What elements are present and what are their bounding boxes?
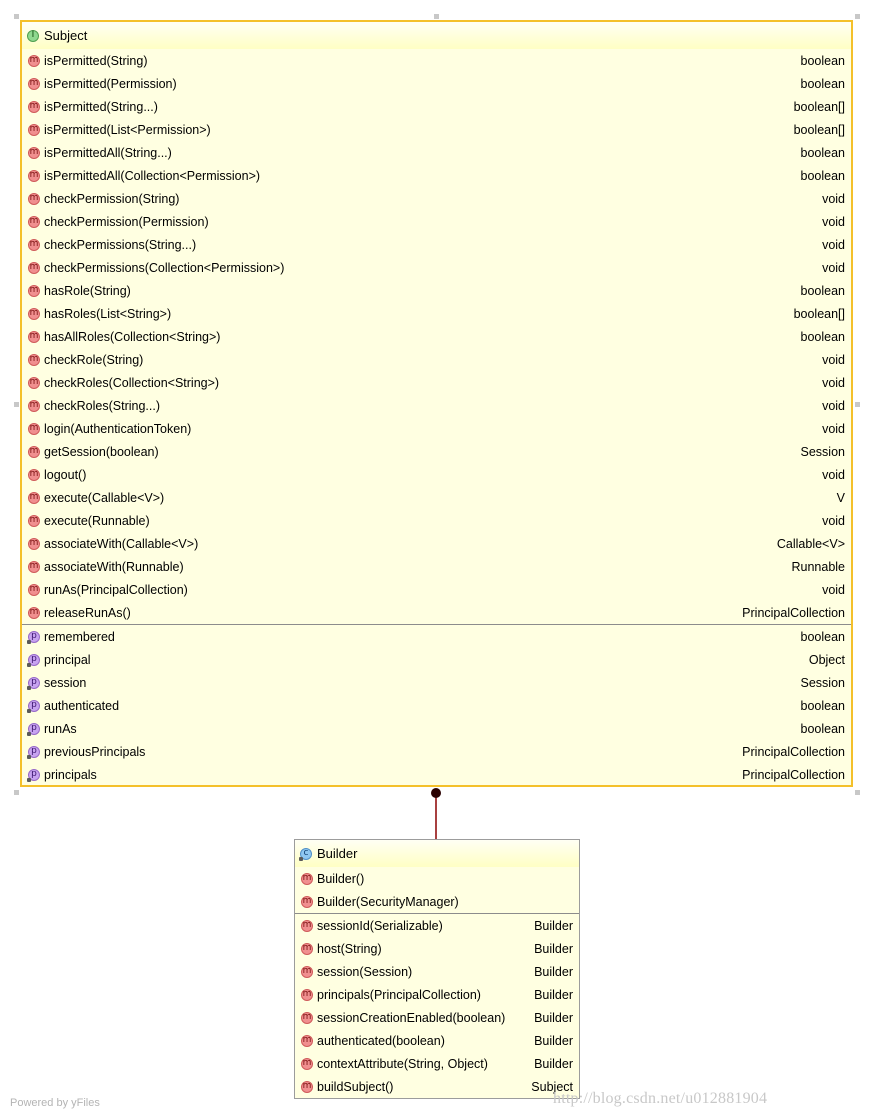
method-glyph: m <box>29 561 39 571</box>
method-glyph: m <box>29 538 39 548</box>
method-row-type: void <box>822 260 845 275</box>
method-icon <box>301 896 313 908</box>
method-row-name: checkPermissions(String...) <box>44 237 197 252</box>
method-row-type: Builder <box>534 1010 573 1025</box>
method-icon <box>301 966 313 978</box>
method-row-name: hasRole(String) <box>44 283 131 298</box>
method-row-type: void <box>822 582 845 597</box>
method-glyph: m <box>29 308 39 318</box>
method-glyph: m <box>29 78 39 88</box>
constructor-row-name: Builder() <box>317 871 365 886</box>
method-row-name: isPermittedAll(Collection<Permission>) <box>44 168 261 183</box>
powered-by-watermark: Powered by yFiles <box>10 1097 100 1109</box>
method-row-type: void <box>822 214 845 229</box>
method-row-name: getSession(boolean) <box>44 444 159 459</box>
method-row-type: boolean[] <box>793 99 845 114</box>
property-row-type: boolean <box>800 629 845 644</box>
property-row-type: PrincipalCollection <box>742 767 845 782</box>
method-glyph: m <box>302 943 312 953</box>
property-row-name: remembered <box>44 629 115 644</box>
method-icon <box>301 1058 313 1070</box>
builder-constructors-section <box>295 867 579 913</box>
method-row-name: buildSubject() <box>317 1079 394 1094</box>
property-row-type: boolean <box>800 698 845 713</box>
method-glyph: m <box>302 1035 312 1045</box>
method-row[interactable] <box>295 1029 579 1052</box>
method-row-type: boolean <box>800 76 845 91</box>
method-glyph: m <box>29 55 39 65</box>
method-row-name: principals(PrincipalCollection) <box>317 987 481 1002</box>
method-row-type: Builder <box>534 918 573 933</box>
method-row[interactable] <box>295 914 579 937</box>
method-row-type: Callable<V> <box>776 536 845 551</box>
method-row-name: authenticated(boolean) <box>317 1033 445 1048</box>
method-row-type: boolean[] <box>793 306 845 321</box>
method-row-name: session(Session) <box>317 964 413 979</box>
property-row-type: Object <box>808 652 845 667</box>
method-row-name: runAs(PrincipalCollection) <box>44 582 188 597</box>
method-row-type: Builder <box>534 987 573 1002</box>
method-row-name: host(String) <box>317 941 382 956</box>
method-glyph: m <box>29 239 39 249</box>
builder-class-node[interactable] <box>294 839 580 1099</box>
method-icon <box>301 873 313 885</box>
method-glyph: m <box>302 989 312 999</box>
property-row-name: session <box>44 675 87 690</box>
method-row-name: isPermittedAll(String...) <box>44 145 172 160</box>
method-row-name: checkPermission(String) <box>44 191 180 206</box>
method-row-type: boolean[] <box>793 122 845 137</box>
method-row-type: Builder <box>534 1056 573 1071</box>
constructor-row[interactable] <box>295 890 579 913</box>
property-glyph: p <box>31 746 37 756</box>
method-glyph: m <box>302 966 312 976</box>
property-row-type: Session <box>800 675 845 690</box>
method-row-type: Runnable <box>791 559 845 574</box>
method-row-type: void <box>822 467 845 482</box>
method-row-type: Subject <box>531 1079 573 1094</box>
method-icon <box>301 1035 313 1047</box>
method-glyph: m <box>29 216 39 226</box>
method-icon <box>301 1012 313 1024</box>
method-glyph: m <box>29 101 39 111</box>
method-glyph: m <box>29 515 39 525</box>
method-glyph: m <box>29 446 39 456</box>
method-glyph: m <box>29 285 39 295</box>
builder-methods-section <box>295 914 579 1098</box>
method-row-name: logout() <box>44 467 87 482</box>
property-glyph: p <box>31 631 37 641</box>
property-glyph: p <box>31 723 37 733</box>
property-row-name: runAs <box>44 721 77 736</box>
method-row-type: Builder <box>534 941 573 956</box>
method-glyph: m <box>29 423 39 433</box>
method-row-name: isPermitted(String) <box>44 53 148 68</box>
property-row-type: PrincipalCollection <box>742 744 845 759</box>
property-glyph: p <box>31 677 37 687</box>
method-glyph: m <box>29 170 39 180</box>
method-row-name: isPermitted(Permission) <box>44 76 177 91</box>
method-row-type: void <box>822 375 845 390</box>
method-glyph: m <box>29 469 39 479</box>
method-row-type: void <box>822 398 845 413</box>
method-glyph: m <box>302 873 312 883</box>
method-row[interactable] <box>295 983 579 1006</box>
constructor-row-name: Builder(SecurityManager) <box>317 894 459 909</box>
builder-title: Builder <box>317 846 358 861</box>
subject-title: Subject <box>44 28 88 43</box>
method-row-type: Builder <box>534 964 573 979</box>
method-row[interactable] <box>295 1006 579 1029</box>
method-row-name: checkPermissions(Collection<Permission>) <box>44 260 285 275</box>
method-row-name: releaseRunAs() <box>44 605 131 620</box>
method-row-name: execute(Runnable) <box>44 513 150 528</box>
class-icon <box>300 848 312 860</box>
method-row-type: void <box>822 421 845 436</box>
method-icon <box>301 989 313 1001</box>
builder-header[interactable] <box>295 840 579 867</box>
method-row-type: Session <box>800 444 845 459</box>
method-row-name: checkRole(String) <box>44 352 144 367</box>
property-row-name: principals <box>44 767 97 782</box>
connector-anchor-dot <box>431 788 441 798</box>
method-icon <box>301 920 313 932</box>
method-row-name: execute(Callable<V>) <box>44 490 165 505</box>
method-row-name: isPermitted(String...) <box>44 99 158 114</box>
method-icon <box>301 943 313 955</box>
method-row-name: associateWith(Callable<V>) <box>44 536 199 551</box>
method-row[interactable] <box>295 1075 579 1098</box>
method-row-type: void <box>822 191 845 206</box>
method-row-name: sessionCreationEnabled(boolean) <box>317 1010 506 1025</box>
property-row-name: authenticated <box>44 698 120 713</box>
method-row-type: V <box>836 490 845 505</box>
method-row-type: Builder <box>534 1033 573 1048</box>
method-glyph: m <box>29 147 39 157</box>
static-marker-icon <box>299 857 303 861</box>
method-glyph: m <box>302 1012 312 1022</box>
method-row-name: hasRoles(List<String>) <box>44 306 172 321</box>
method-glyph: m <box>302 920 312 930</box>
method-row[interactable] <box>295 1052 579 1075</box>
method-row-type: void <box>822 352 845 367</box>
class-glyph: c <box>303 848 309 858</box>
method-glyph: m <box>29 331 39 341</box>
method-glyph: m <box>29 262 39 272</box>
method-glyph: m <box>29 377 39 387</box>
method-row-name: checkRoles(Collection<String>) <box>44 375 220 390</box>
method-row-type: boolean <box>800 168 845 183</box>
property-row-type: boolean <box>800 721 845 736</box>
property-row-name: previousPrincipals <box>44 744 146 759</box>
method-row-type: boolean <box>800 283 845 298</box>
method-glyph: m <box>302 896 312 906</box>
constructor-row[interactable] <box>295 867 579 890</box>
method-row-type: boolean <box>800 329 845 344</box>
method-row-type: void <box>822 237 845 252</box>
property-row-name: principal <box>44 652 91 667</box>
property-glyph: p <box>31 700 37 710</box>
method-glyph: m <box>29 492 39 502</box>
method-row-type: boolean <box>800 145 845 160</box>
method-glyph: m <box>29 124 39 134</box>
method-glyph: m <box>29 354 39 364</box>
blog-url-watermark: http://blog.csdn.net/u012881904 <box>553 1090 768 1107</box>
method-row[interactable] <box>295 937 579 960</box>
method-row-name: checkPermission(Permission) <box>44 214 209 229</box>
method-row-type: PrincipalCollection <box>742 605 845 620</box>
method-row-type: void <box>822 513 845 528</box>
method-glyph: m <box>302 1081 312 1091</box>
method-glyph: m <box>29 584 39 594</box>
method-row-name: hasAllRoles(Collection<String>) <box>44 329 221 344</box>
property-glyph: p <box>31 769 37 779</box>
method-icon <box>301 1081 313 1093</box>
interface-icon: I <box>27 30 39 42</box>
method-row-name: contextAttribute(String, Object) <box>317 1056 488 1071</box>
method-glyph: m <box>29 193 39 203</box>
method-row-name: associateWith(Runnable) <box>44 559 184 574</box>
method-row-type: boolean <box>800 53 845 68</box>
method-glyph: m <box>302 1058 312 1068</box>
method-row-name: isPermitted(List<Permission>) <box>44 122 211 137</box>
property-glyph: p <box>31 654 37 664</box>
method-row-name: sessionId(Serializable) <box>317 918 443 933</box>
method-glyph: m <box>29 400 39 410</box>
method-row[interactable] <box>295 960 579 983</box>
method-row-name: login(AuthenticationToken) <box>44 421 192 436</box>
method-row-name: checkRoles(String...) <box>44 398 161 413</box>
method-glyph: m <box>29 607 39 617</box>
